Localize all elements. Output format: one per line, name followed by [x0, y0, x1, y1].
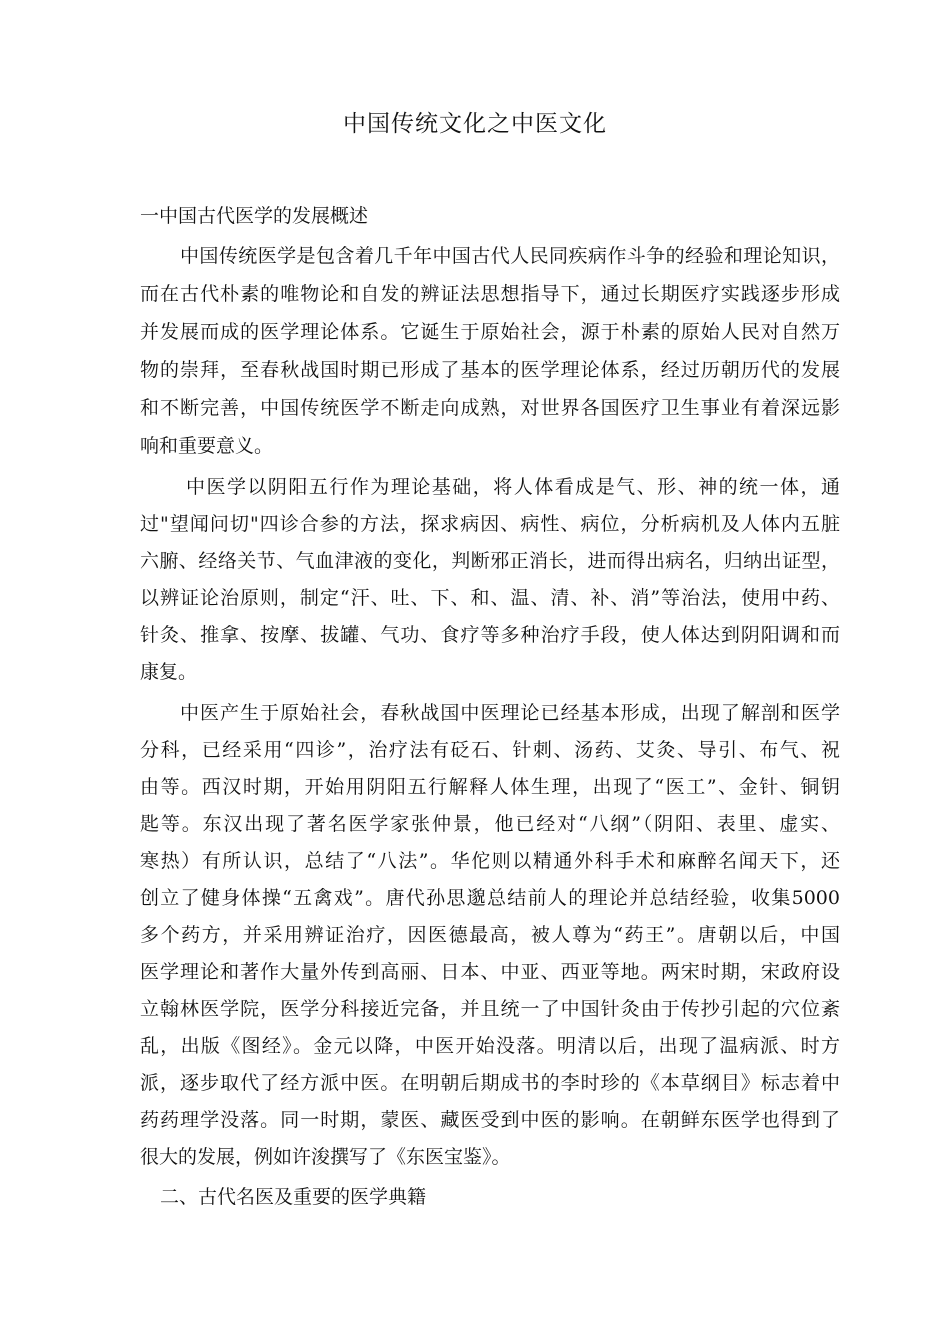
paragraph-1-line-4: 物的崇拜，至春秋战国时期已形成了基本的医学理论体系，经过历朝历代的发展 — [140, 359, 840, 381]
paragraph-2-line-3: 六腑、经络关节、气血津液的变化，判断邪正消长，进而得出病名，归纳出证型， — [140, 550, 840, 572]
paragraph-3-line-7: 多个药方，并采用辨证治疗，因医德最高，被人尊为“药王”。唐朝以后，中国 — [140, 924, 840, 946]
paragraph-3-line-13: 很大的发展，例如许浚撰写了《东医宝鉴》。 — [140, 1146, 511, 1168]
paragraph-3-line-5: 寒热）有所认识，总结了“八法”。华佗则以精通外科手术和麻醉名闻天下，还 — [140, 850, 840, 872]
paragraph-3-line-11: 派，逐步取代了经方派中医。在明朝后期成书的李时珍的《本草纲目》标志着中 — [140, 1072, 840, 1094]
paragraph-3-line-2: 分科，已经采用“四诊”，治疗法有砭石、针刺、汤药、艾灸、导引、布气、祝 — [140, 739, 840, 761]
paragraph-1-line-6: 响和重要意义。 — [140, 435, 274, 457]
paragraph-1-line-2: 而在古代朴素的唯物论和自发的辨证法思想指导下，通过长期医疗实践逐步形成 — [140, 283, 840, 305]
paragraph-1-line-1: 中国传统医学是包含着几千年中国古代人民同疾病作斗争的经验和理论知识， — [180, 245, 840, 267]
paragraph-2-line-6: 康复。 — [140, 661, 198, 683]
section-heading-2: 二、古代名医及重要的医学典籍 — [160, 1186, 427, 1208]
paragraph-3-line-3: 由等。西汉时期，开始用阴阳五行解释人体生理，出现了“医工”、金针、铜钥 — [140, 776, 840, 798]
paragraph-2-line-2: 过"望闻问切"四诊合参的方法，探求病因、病性、病位，分析病机及人体内五脏 — [140, 513, 840, 535]
paragraph-2-line-4: 以辨证论治原则，制定“汗、吐、下、和、温、清、补、消”等治法，使用中药、 — [140, 587, 840, 609]
paragraph-3-line-4: 匙等。东汉出现了著名医学家张仲景，他已经对“八纲”（阴阳、表里、虚实、 — [140, 813, 840, 835]
document-title: 中国传统文化之中医文化 — [343, 111, 607, 137]
paragraph-2-line-1: 中医学以阴阳五行作为理论基础，将人体看成是气、形、神的统一体，通 — [186, 476, 840, 498]
paragraph-3-line-6: 创立了健身体操“五禽戏”。唐代孙思邈总结前人的理论并总结经验，收集5000 — [140, 887, 840, 909]
paragraph-3-line-9: 立翰林医学院，医学分科接近完备，并且统一了中国针灸由于传抄引起的穴位紊 — [140, 998, 840, 1020]
paragraph-1-line-3: 并发展而成的医学理论体系。它诞生于原始社会，源于朴素的原始人民对自然万 — [140, 321, 840, 343]
section-heading-1: 一中国古代医学的发展概述 — [140, 205, 369, 227]
paragraph-2-line-5: 针灸、推拿、按摩、拔罐、气功、食疗等多种治疗手段，使人体达到阴阳调和而 — [140, 624, 840, 646]
paragraph-3-line-10: 乱，出版《图经》。金元以降，中医开始没落。明清以后，出现了温病派、时方 — [140, 1035, 840, 1057]
paragraph-1-line-5: 和不断完善，中国传统医学不断走向成熟，对世界各国医疗卫生事业有着深远影 — [140, 397, 840, 419]
paragraph-3-line-1: 中医产生于原始社会，春秋战国中医理论已经基本形成，出现了解剖和医学 — [180, 702, 840, 724]
paragraph-3-line-8: 医学理论和著作大量外传到高丽、日本、中亚、西亚等地。两宋时期，宋政府设 — [140, 961, 840, 983]
paragraph-3-line-12: 药药理学没落。同一时期，蒙医、藏医受到中医的影响。在朝鲜东医学也得到了 — [140, 1109, 840, 1131]
